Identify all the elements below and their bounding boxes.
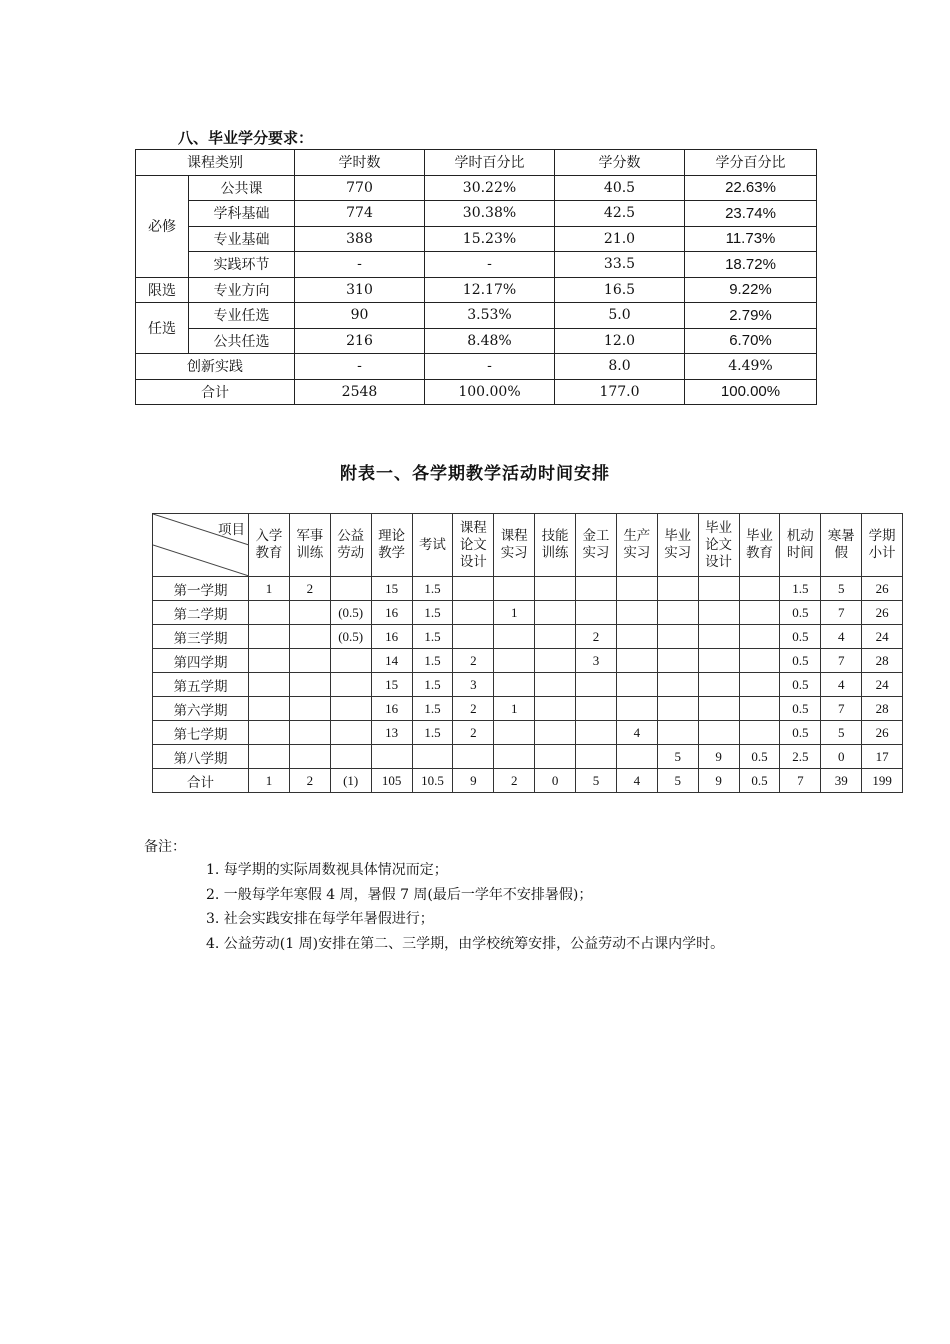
table-cell bbox=[330, 697, 371, 721]
table-cell bbox=[698, 601, 739, 625]
column-header-line: 金工 bbox=[582, 528, 610, 544]
table-cell: 10.5 bbox=[412, 769, 453, 793]
hours-cell: 310 bbox=[295, 277, 425, 303]
table-cell: 5 bbox=[576, 769, 617, 793]
column-header-line: 军事 bbox=[296, 528, 324, 544]
table-cell bbox=[289, 601, 330, 625]
table-cell bbox=[657, 649, 698, 673]
table-cell: 4 bbox=[821, 625, 862, 649]
table-cell: 0.5 bbox=[780, 721, 821, 745]
term-cell: 第三学期 bbox=[153, 625, 249, 649]
table-cell: 1.5 bbox=[412, 673, 453, 697]
credits-pct-cell: 18.72% bbox=[685, 252, 817, 278]
column-header-line: 理论 bbox=[378, 528, 406, 544]
table-cell: 199 bbox=[862, 769, 903, 793]
table-cell: 2 bbox=[453, 649, 494, 673]
table-cell: 28 bbox=[862, 649, 903, 673]
table-cell: 4 bbox=[616, 769, 657, 793]
column-header-line: 机动 bbox=[786, 528, 814, 544]
term-cell: 合计 bbox=[153, 769, 249, 793]
diagonal-header-cell bbox=[153, 514, 249, 577]
credits-cell: 42.5 bbox=[555, 201, 685, 227]
table-cell: 1 bbox=[249, 769, 290, 793]
column-header-line: 实习 bbox=[500, 545, 528, 561]
column-header-line: 时间 bbox=[786, 545, 814, 561]
table-cell: 4 bbox=[616, 721, 657, 745]
table-row bbox=[153, 673, 903, 697]
hours-pct-cell: 3.53% bbox=[425, 303, 555, 329]
table-row bbox=[153, 625, 903, 649]
table-row bbox=[136, 252, 817, 278]
table-cell bbox=[249, 649, 290, 673]
column-header-line: 实习 bbox=[664, 545, 692, 561]
table-cell: 0.5 bbox=[780, 601, 821, 625]
table-cell bbox=[494, 649, 535, 673]
table-cell: 2 bbox=[494, 769, 535, 793]
table-cell: 0 bbox=[821, 745, 862, 769]
table-cell: 7 bbox=[780, 769, 821, 793]
credits-cell: 21.0 bbox=[555, 226, 685, 252]
table-cell bbox=[289, 673, 330, 697]
table-cell: 16 bbox=[371, 625, 412, 649]
column-header-line: 论文 bbox=[705, 536, 733, 553]
subcategory-cell: 专业基础 bbox=[189, 226, 295, 252]
category-group-cell: 任选 bbox=[136, 303, 189, 354]
table-cell bbox=[494, 577, 535, 601]
table-cell bbox=[494, 673, 535, 697]
header-credits-pct: 学分百分比 bbox=[685, 150, 817, 176]
innovation-row bbox=[136, 354, 817, 380]
table-cell: 0.5 bbox=[739, 769, 780, 793]
hours-pct-cell: 30.22% bbox=[425, 175, 555, 201]
table-cell bbox=[330, 673, 371, 697]
hours-pct-cell: - bbox=[425, 252, 555, 278]
hours-pct-cell: 100.00% bbox=[425, 379, 555, 405]
column-header-line: 生产 bbox=[623, 528, 651, 544]
table-cell bbox=[698, 721, 739, 745]
column-header-line: 小计 bbox=[868, 545, 896, 561]
table-cell: (0.5) bbox=[330, 625, 371, 649]
table-cell bbox=[698, 673, 739, 697]
subcategory-cell: 公共任选 bbox=[189, 328, 295, 354]
credits-cell: 33.5 bbox=[555, 252, 685, 278]
table-cell bbox=[576, 721, 617, 745]
table-cell: 2 bbox=[453, 697, 494, 721]
note-item: 4. 公益劳动(1 周)安排在第二、三学期，由学校统筹安排，公益劳动不占课内学时。 bbox=[206, 935, 725, 952]
credits-cell: 12.0 bbox=[555, 328, 685, 354]
table-cell bbox=[657, 673, 698, 697]
credits-pct-cell: 23.74% bbox=[685, 201, 817, 227]
hours-pct-cell: 15.23% bbox=[425, 226, 555, 252]
credit-requirements-table bbox=[135, 149, 817, 405]
column-header-line: 论文 bbox=[459, 536, 487, 553]
hours-cell: 770 bbox=[295, 175, 425, 201]
table-cell bbox=[698, 625, 739, 649]
table-cell bbox=[249, 721, 290, 745]
hours-cell: - bbox=[295, 354, 425, 380]
credits-cell: 8.0 bbox=[555, 354, 685, 380]
table-cell bbox=[739, 577, 780, 601]
subcategory-cell: 专业任选 bbox=[189, 303, 295, 329]
table-cell: 0.5 bbox=[780, 625, 821, 649]
table-cell bbox=[739, 625, 780, 649]
total-row bbox=[153, 769, 903, 793]
table-row bbox=[136, 303, 817, 329]
table-cell bbox=[494, 625, 535, 649]
table-cell: 39 bbox=[821, 769, 862, 793]
table-cell bbox=[289, 721, 330, 745]
table-cell: 3 bbox=[576, 649, 617, 673]
hours-pct-cell: 8.48% bbox=[425, 328, 555, 354]
row-label-cell: 合计 bbox=[136, 379, 295, 405]
column-header-line: 教育 bbox=[255, 545, 283, 561]
table-cell: 26 bbox=[862, 601, 903, 625]
table-cell: 2 bbox=[453, 721, 494, 745]
column-header bbox=[330, 514, 371, 577]
column-header-line: 劳动 bbox=[337, 545, 365, 561]
table-cell bbox=[535, 745, 576, 769]
hours-cell: 2548 bbox=[295, 379, 425, 405]
table-cell: 1.5 bbox=[412, 697, 453, 721]
table-cell: 105 bbox=[371, 769, 412, 793]
table-cell bbox=[698, 577, 739, 601]
table-cell bbox=[698, 697, 739, 721]
hours-cell: 90 bbox=[295, 303, 425, 329]
term-cell: 第五学期 bbox=[153, 673, 249, 697]
credits-pct-cell: 100.00% bbox=[685, 379, 817, 405]
table-cell: 1.5 bbox=[412, 625, 453, 649]
table-cell: 7 bbox=[821, 697, 862, 721]
table-cell bbox=[494, 745, 535, 769]
hours-cell: 216 bbox=[295, 328, 425, 354]
column-header bbox=[698, 514, 739, 577]
table-cell: 1.5 bbox=[412, 721, 453, 745]
table-cell: 1.5 bbox=[412, 649, 453, 673]
column-header-line: 寒暑 bbox=[827, 528, 855, 544]
table-cell bbox=[330, 721, 371, 745]
subcategory-cell: 学科基础 bbox=[189, 201, 295, 227]
column-header bbox=[412, 514, 453, 577]
table-cell: 7 bbox=[821, 601, 862, 625]
column-header-line: 考试 bbox=[418, 536, 446, 553]
header-hours-pct: 学时百分比 bbox=[425, 150, 555, 176]
table-cell bbox=[657, 601, 698, 625]
table-cell bbox=[535, 721, 576, 745]
term-cell: 第七学期 bbox=[153, 721, 249, 745]
column-header bbox=[453, 514, 494, 577]
table-row bbox=[153, 649, 903, 673]
column-header-line: 毕业 bbox=[745, 528, 773, 544]
table-cell: 1.5 bbox=[412, 601, 453, 625]
table-cell: 5 bbox=[657, 769, 698, 793]
table-cell bbox=[535, 577, 576, 601]
column-header bbox=[289, 514, 330, 577]
table-cell bbox=[698, 649, 739, 673]
credits-pct-cell: 2.79% bbox=[685, 303, 817, 329]
term-cell: 第八学期 bbox=[153, 745, 249, 769]
table-cell: 17 bbox=[862, 745, 903, 769]
table-cell: 5 bbox=[821, 721, 862, 745]
table-cell: 2 bbox=[576, 625, 617, 649]
column-header bbox=[821, 514, 862, 577]
column-header bbox=[657, 514, 698, 577]
hours-cell: 388 bbox=[295, 226, 425, 252]
table-row bbox=[136, 328, 817, 354]
table-cell: 28 bbox=[862, 697, 903, 721]
table-cell bbox=[330, 577, 371, 601]
table-cell bbox=[371, 745, 412, 769]
table-cell bbox=[412, 745, 453, 769]
table-cell: 9 bbox=[698, 745, 739, 769]
table-cell: 1.5 bbox=[780, 577, 821, 601]
corner-label: 项目 bbox=[218, 522, 245, 538]
subcategory-cell: 实践环节 bbox=[189, 252, 295, 278]
table-cell bbox=[576, 745, 617, 769]
credits-pct-cell: 6.70% bbox=[685, 328, 817, 354]
table-header-row bbox=[136, 150, 817, 176]
column-header bbox=[739, 514, 780, 577]
table-cell: 16 bbox=[371, 697, 412, 721]
credits-cell: 40.5 bbox=[555, 175, 685, 201]
column-header-line: 设计 bbox=[459, 553, 487, 570]
credits-pct-cell: 22.63% bbox=[685, 175, 817, 201]
column-header-line: 公益 bbox=[337, 528, 365, 544]
credits-cell: 5.0 bbox=[555, 303, 685, 329]
table-cell bbox=[453, 601, 494, 625]
schedule-table bbox=[152, 513, 903, 793]
category-group-cell: 限选 bbox=[136, 277, 189, 303]
section-title: 八、毕业学分要求： bbox=[178, 129, 314, 147]
table-cell: 0 bbox=[535, 769, 576, 793]
table-cell bbox=[289, 697, 330, 721]
note-item: 3. 社会实践安排在每学年暑假进行； bbox=[206, 911, 434, 927]
column-header-line: 训练 bbox=[541, 545, 569, 561]
header-credits: 学分数 bbox=[555, 150, 685, 176]
table-cell bbox=[616, 577, 657, 601]
table-cell: 0.5 bbox=[780, 649, 821, 673]
column-header bbox=[249, 514, 290, 577]
term-cell: 第四学期 bbox=[153, 649, 249, 673]
table-cell: (0.5) bbox=[330, 601, 371, 625]
table-cell bbox=[616, 649, 657, 673]
table-row bbox=[153, 601, 903, 625]
table-cell: 15 bbox=[371, 673, 412, 697]
column-header-line: 技能 bbox=[541, 528, 569, 544]
table-cell bbox=[739, 601, 780, 625]
column-header-line: 课程 bbox=[500, 528, 528, 544]
table-cell: 14 bbox=[371, 649, 412, 673]
note-item: 2. 一般每学年寒假 4 周，暑假 7 周(最后一学年不安排暑假)； bbox=[206, 886, 593, 903]
table-cell: 1 bbox=[249, 577, 290, 601]
table-cell bbox=[616, 601, 657, 625]
note-item: 1. 每学期的实际周数视具体情况而定； bbox=[206, 862, 448, 878]
table-cell bbox=[616, 673, 657, 697]
column-header-line: 设计 bbox=[705, 553, 733, 570]
table-cell bbox=[249, 745, 290, 769]
table-cell bbox=[535, 625, 576, 649]
table-cell: 26 bbox=[862, 577, 903, 601]
column-header-line: 入学 bbox=[255, 528, 283, 544]
column-header-line: 训练 bbox=[296, 545, 324, 561]
table-cell: 13 bbox=[371, 721, 412, 745]
table-cell bbox=[576, 697, 617, 721]
table-row bbox=[136, 201, 817, 227]
column-header bbox=[371, 514, 412, 577]
hours-cell: 774 bbox=[295, 201, 425, 227]
table-cell: 1 bbox=[494, 697, 535, 721]
credits-pct-cell: 4.49% bbox=[685, 354, 817, 380]
table-cell bbox=[576, 601, 617, 625]
column-header-line: 毕业 bbox=[705, 519, 733, 536]
table-row bbox=[153, 745, 903, 769]
notes-list bbox=[206, 858, 724, 956]
table-cell: 0.5 bbox=[780, 697, 821, 721]
hours-cell: - bbox=[295, 252, 425, 278]
column-header bbox=[780, 514, 821, 577]
table-cell bbox=[249, 601, 290, 625]
table-row bbox=[153, 721, 903, 745]
table-cell bbox=[453, 745, 494, 769]
table-row bbox=[136, 277, 817, 303]
row-label-cell: 创新实践 bbox=[136, 354, 295, 380]
term-cell: 第一学期 bbox=[153, 577, 249, 601]
table-cell: (1) bbox=[330, 769, 371, 793]
column-header bbox=[535, 514, 576, 577]
credits-pct-cell: 9.22% bbox=[685, 277, 817, 303]
column-header-line: 教学 bbox=[378, 545, 406, 561]
table-cell bbox=[657, 721, 698, 745]
table-cell: 7 bbox=[821, 649, 862, 673]
header-category: 课程类别 bbox=[136, 150, 295, 176]
category-group-cell: 必修 bbox=[136, 175, 189, 277]
table-cell bbox=[289, 745, 330, 769]
table-cell: 4 bbox=[821, 673, 862, 697]
credits-cell: 177.0 bbox=[555, 379, 685, 405]
table-cell: 2 bbox=[289, 769, 330, 793]
table-cell bbox=[494, 721, 535, 745]
table-cell bbox=[249, 697, 290, 721]
table-cell bbox=[616, 745, 657, 769]
table-header-row bbox=[153, 514, 903, 577]
table-cell bbox=[249, 673, 290, 697]
table-cell: 3 bbox=[453, 673, 494, 697]
table-cell: 26 bbox=[862, 721, 903, 745]
hours-pct-cell: 12.17% bbox=[425, 277, 555, 303]
table-row bbox=[136, 175, 817, 201]
table-cell bbox=[535, 649, 576, 673]
column-header-line: 实习 bbox=[582, 545, 610, 561]
table-row bbox=[136, 226, 817, 252]
table-cell bbox=[453, 625, 494, 649]
table-cell bbox=[657, 697, 698, 721]
column-header-line: 教育 bbox=[745, 545, 773, 561]
table-cell: 1.5 bbox=[412, 577, 453, 601]
table-cell: 24 bbox=[862, 625, 903, 649]
column-header-line: 毕业 bbox=[664, 528, 692, 544]
table-cell bbox=[330, 649, 371, 673]
table-cell bbox=[289, 625, 330, 649]
credits-cell: 16.5 bbox=[555, 277, 685, 303]
column-header bbox=[576, 514, 617, 577]
table-cell bbox=[249, 625, 290, 649]
table-cell bbox=[576, 577, 617, 601]
table-cell: 0.5 bbox=[739, 745, 780, 769]
table-cell bbox=[576, 673, 617, 697]
column-header-line: 课程 bbox=[459, 519, 487, 536]
table-cell bbox=[657, 577, 698, 601]
table-cell bbox=[739, 721, 780, 745]
column-header bbox=[616, 514, 657, 577]
term-cell: 第六学期 bbox=[153, 697, 249, 721]
subcategory-cell: 专业方向 bbox=[189, 277, 295, 303]
table-cell bbox=[739, 649, 780, 673]
column-header bbox=[494, 514, 535, 577]
table-cell bbox=[616, 697, 657, 721]
table-cell: 16 bbox=[371, 601, 412, 625]
column-header-line: 实习 bbox=[623, 545, 651, 561]
term-cell: 第二学期 bbox=[153, 601, 249, 625]
hours-pct-cell: - bbox=[425, 354, 555, 380]
hours-pct-cell: 30.38% bbox=[425, 201, 555, 227]
table-cell: 2 bbox=[289, 577, 330, 601]
table-cell: 15 bbox=[371, 577, 412, 601]
header-hours: 学时数 bbox=[295, 150, 425, 176]
table-cell bbox=[535, 601, 576, 625]
table-cell: 9 bbox=[698, 769, 739, 793]
subcategory-cell: 公共课 bbox=[189, 175, 295, 201]
table-row bbox=[153, 577, 903, 601]
column-header-line: 假 bbox=[834, 545, 848, 561]
table-cell bbox=[453, 577, 494, 601]
table-cell: 24 bbox=[862, 673, 903, 697]
table-cell bbox=[739, 673, 780, 697]
table-cell: 2.5 bbox=[780, 745, 821, 769]
table-cell bbox=[535, 697, 576, 721]
table-cell: 5 bbox=[821, 577, 862, 601]
table-cell: 0.5 bbox=[780, 673, 821, 697]
table-cell bbox=[535, 673, 576, 697]
table-cell bbox=[289, 649, 330, 673]
appendix-title: 附表一、各学期教学活动时间安排 bbox=[340, 464, 610, 484]
notes-title: 备注： bbox=[144, 839, 186, 855]
table-cell bbox=[657, 625, 698, 649]
table-cell bbox=[330, 745, 371, 769]
credits-pct-cell: 11.73% bbox=[685, 226, 817, 252]
table-cell: 9 bbox=[453, 769, 494, 793]
table-row bbox=[153, 697, 903, 721]
column-header-line: 学期 bbox=[868, 528, 896, 544]
table-cell: 5 bbox=[657, 745, 698, 769]
table-cell bbox=[739, 697, 780, 721]
total-row bbox=[136, 379, 817, 405]
table-cell bbox=[616, 625, 657, 649]
column-header bbox=[862, 514, 903, 577]
table-cell: 1 bbox=[494, 601, 535, 625]
